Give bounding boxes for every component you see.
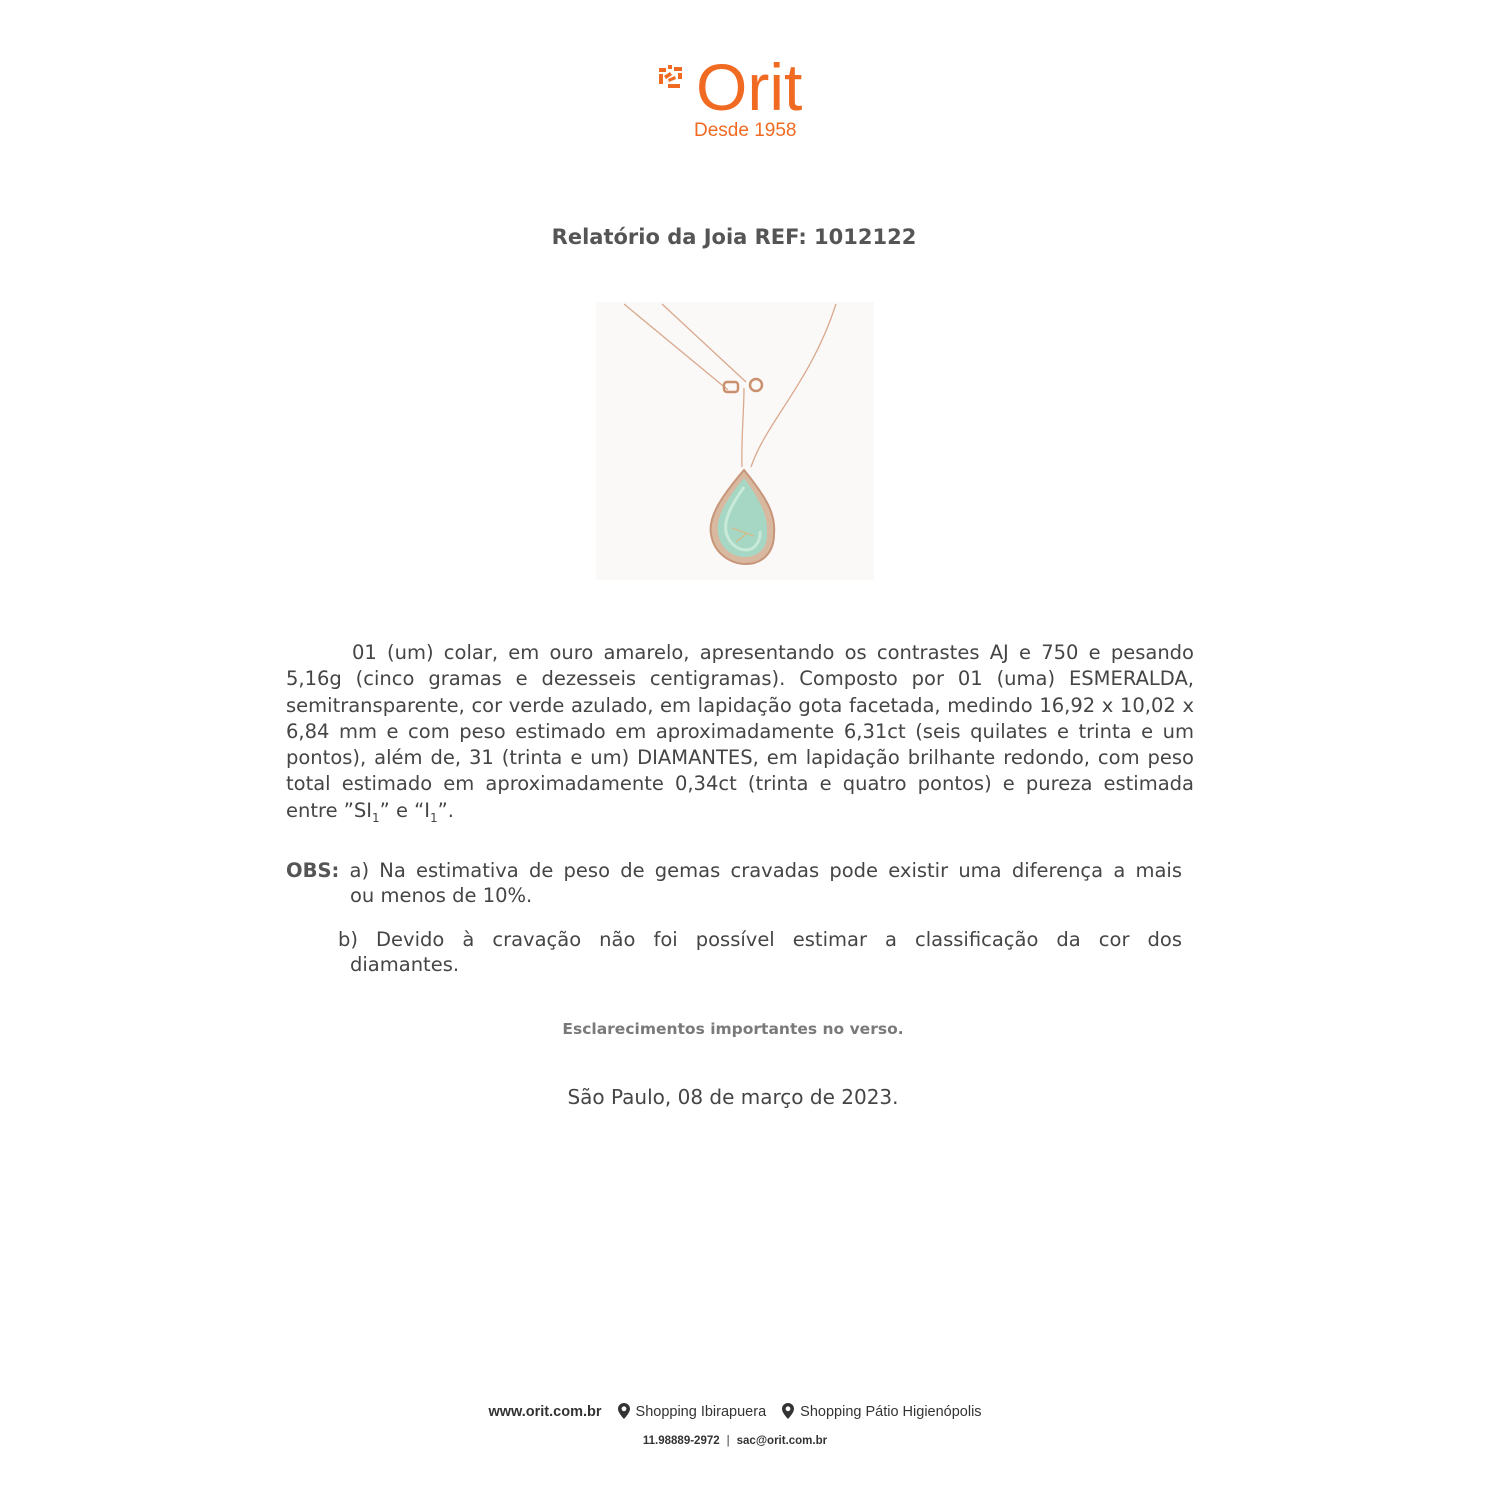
- brand-name: Orit: [696, 50, 803, 124]
- store-ibirapuera: Shopping Ibirapuera: [635, 1404, 767, 1420]
- brand-mark-icon: [656, 62, 686, 92]
- report-date: São Paulo, 08 de março de 2023.: [567, 1085, 899, 1109]
- report-title: Relatório da Joia REF: 1012122: [551, 225, 917, 249]
- phone-number: 11.98889-2972: [642, 1435, 720, 1447]
- location-pin-icon: [782, 1403, 794, 1419]
- footer-contact: [0, 1435, 1470, 1447]
- footer-locations: [0, 1403, 1470, 1420]
- brand-logo: [656, 52, 816, 147]
- footer-separator: |: [726, 1435, 730, 1447]
- necklace-illustration: [596, 302, 874, 580]
- brand-tagline: Desde 1958: [694, 120, 797, 141]
- jewel-description: 01 (um) colar, em ouro amarelo, apresentando os contrastes AJ e 750 e pesando 5,16g (cinco gramas e dezesseis centigramas). Composto por 01 (uma) ESMERALDA, semitransparente, cor verde azulado, em lapidação gota facetada, medindo 16,92 x 10,02 x 6,84 mm e com peso estimado em aproximadamente 6,31ct (seis quilates e trinta e um pontos), além de, 31 (trinta e um) DIAMANTES, em lapidação brilhante redondo, com peso total estimado em aproximadamente 0,34ct (trinta e quatro pontos) e pureza estimada entre $”SI_1$” e “$I_1$”.: [286, 641, 1194, 825]
- observation-b: b) Devido à cravação não foi possível estimar a classificação da cor dos diamantes.: [338, 928, 1182, 976]
- observation-a: OBS: a) Na estimativa de peso de gemas cravadas pode existir uma diferença a mais ou menos de 10%.: [286, 859, 1182, 907]
- necklace-photo: [596, 302, 874, 580]
- email-link[interactable]: sac@orit.com.br: [736, 1435, 828, 1447]
- important-note: Esclarecimentos importantes no verso.: [562, 1020, 904, 1038]
- location-pin-icon: [618, 1403, 630, 1419]
- website-link[interactable]: www.orit.com.br: [488, 1404, 602, 1420]
- store-higienopolis: Shopping Pátio Higienópolis: [800, 1404, 982, 1420]
- obs-label: OBS:: [286, 859, 340, 882]
